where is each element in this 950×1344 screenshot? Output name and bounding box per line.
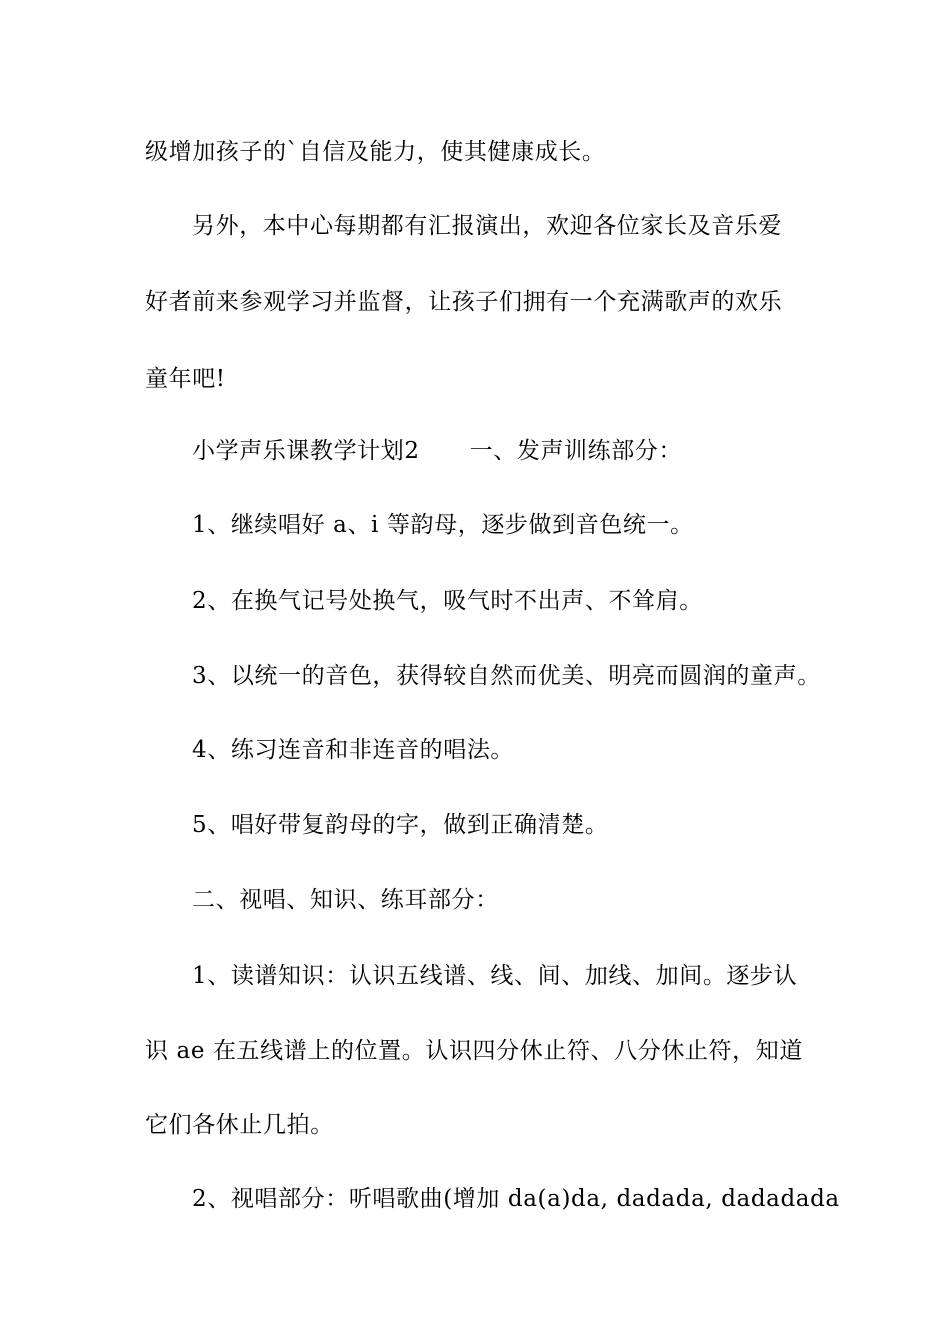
list-item: 1、继续唱好 a、i 等韵母，逐步做到音色统一。	[192, 512, 694, 538]
list-item: 2、视唱部分：听唱歌曲(增加 da(a)da, dadada, dadadada	[192, 1186, 840, 1212]
paragraph-line: 好者前来参观学习并监督，让孩子们拥有一个充满歌声的欢乐	[145, 289, 783, 315]
section-heading-line	[192, 436, 682, 466]
list-item: 4、练习连音和非连音的唱法。	[192, 737, 515, 763]
plan-title: 小学声乐课教学计划2	[192, 438, 420, 464]
paragraph-line: 识 ae 在五线谱上的位置。认识四分休止符、八分休止符，知道	[145, 1038, 803, 1064]
list-item: 2、在换气记号处换气，吸气时不出声、不耸肩。	[192, 588, 703, 614]
paragraph-line: 童年吧!	[145, 366, 226, 392]
section-heading: 一、发声训练部分：	[469, 438, 683, 464]
list-item: 5、唱好带复韵母的字，做到正确清楚。	[192, 812, 609, 838]
paragraph-line: 它们各休止几拍。	[145, 1112, 334, 1138]
paragraph-line: 级增加孩子的`自信及能力，使其健康成长。	[145, 139, 606, 165]
section-heading: 二、视唱、知识、练耳部分：	[192, 887, 499, 913]
list-item: 3、以统一的音色，获得较自然而优美、明亮而圆润的童声。	[192, 663, 821, 689]
paragraph-line: 另外，本中心每期都有汇报演出，欢迎各位家长及音乐爱	[192, 213, 782, 239]
list-item: 1、读谱知识：认识五线谱、线、间、加线、加间。逐步认	[192, 963, 798, 989]
